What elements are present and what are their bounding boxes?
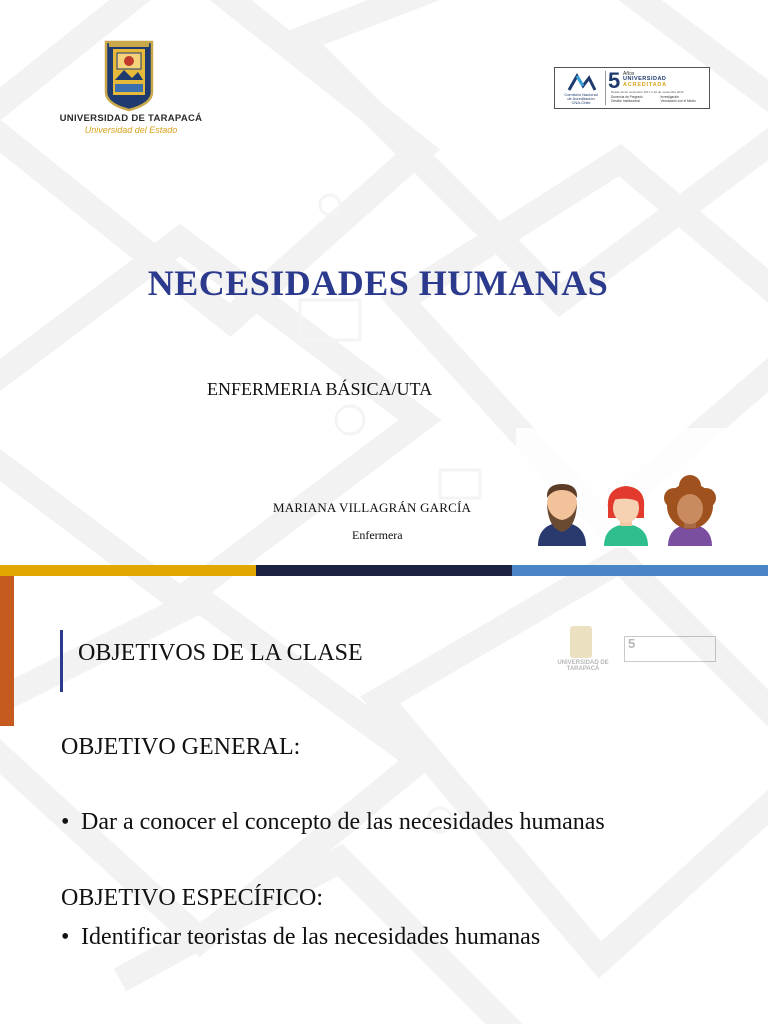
specific-objective-text: Identificar teoristas de las necesidades humanas bbox=[81, 924, 541, 950]
specific-objective-heading: OBJETIVO ESPECÍFICO: bbox=[61, 885, 324, 911]
cna-chile-logo bbox=[557, 70, 605, 106]
faded-university-name: UNIVERSIDAD DE TARAPACÁ bbox=[557, 660, 609, 672]
people-avatars-illustration bbox=[516, 428, 768, 548]
author-role: Enfermera bbox=[352, 528, 403, 542]
cna-agency-line-2: de Acreditación bbox=[567, 96, 595, 101]
faded-accreditation-years: 5 bbox=[628, 636, 636, 651]
general-objective-heading: OBJETIVO GENERAL: bbox=[61, 734, 301, 760]
accreditation-badge bbox=[554, 67, 710, 109]
accreditation-area: Investigación bbox=[660, 95, 680, 99]
cna-agency-line-3: CNA-Chile bbox=[571, 100, 591, 105]
section-title: OBJETIVOS DE LA CLASE bbox=[78, 640, 363, 666]
accreditation-years-label: Años bbox=[623, 71, 635, 77]
faded-accreditation-badge bbox=[624, 636, 716, 662]
author-name: MARIANA VILLAGRÁN GARCÍA bbox=[273, 500, 472, 515]
accreditation-area: Docencia de Pregrado bbox=[611, 95, 643, 99]
accreditation-years: 5 bbox=[608, 68, 621, 93]
accreditation-area: Vinculación con el Medio bbox=[660, 99, 696, 103]
red-haired-woman-avatar-icon bbox=[604, 486, 648, 546]
accreditation-areas bbox=[611, 95, 707, 103]
faded-logos bbox=[548, 624, 718, 672]
general-objective-text: Dar a conocer el concepto de las necesidades humanas bbox=[81, 809, 605, 835]
course-name: ENFERMERIA BÁSICA/UTA bbox=[207, 379, 433, 399]
university-shield-emblem bbox=[104, 40, 154, 112]
faded-shield-icon bbox=[570, 626, 592, 658]
slide-title: NECESIDADES HUMANAS bbox=[147, 263, 609, 303]
badge-divider bbox=[605, 71, 606, 105]
accreditation-period: Desde 22 de noviembre 2017 a 22 de noviembre 2022 bbox=[611, 90, 684, 94]
accreditation-area: Gestión Institucional bbox=[611, 99, 640, 103]
accreditation-university-label: UNIVERSIDAD bbox=[623, 76, 667, 82]
bullet-icon: • bbox=[61, 809, 70, 835]
section-title-accent bbox=[60, 630, 63, 692]
bullet-icon: • bbox=[61, 924, 70, 950]
specific-objective-item bbox=[61, 924, 540, 951]
color-band-navy bbox=[256, 565, 512, 576]
color-band-gold bbox=[0, 565, 256, 576]
color-band-blue bbox=[512, 565, 768, 576]
orange-accent-bar bbox=[0, 576, 14, 726]
university-tagline: Universidad del Estado bbox=[84, 125, 178, 135]
accreditation-status: ACREDITADA bbox=[623, 82, 667, 88]
university-name: UNIVERSIDAD DE TARAPACÁ bbox=[59, 113, 203, 124]
objectives-slide bbox=[0, 576, 768, 1024]
cna-agency-line-1: Comisión Nacional bbox=[564, 92, 598, 97]
general-objective-item bbox=[61, 809, 605, 836]
